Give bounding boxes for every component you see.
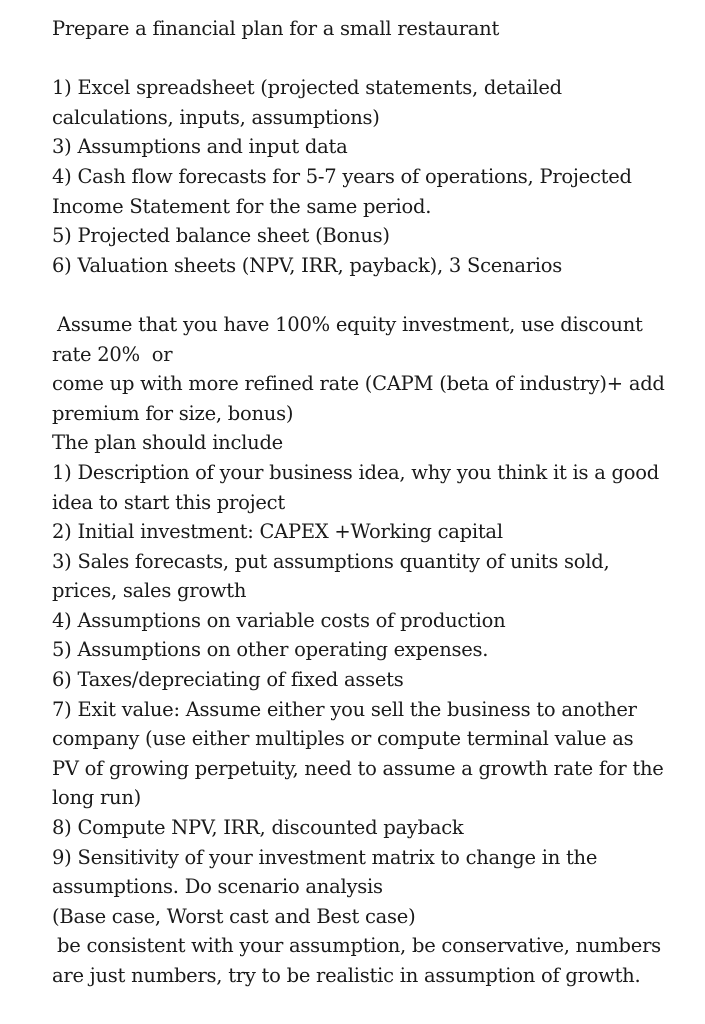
paragraph-line: Assume that you have 100% equity investment, use discount <box>57 312 643 336</box>
list-item: prices, sales growth <box>52 579 247 603</box>
list-item: long run) <box>52 786 142 810</box>
deliverables-list <box>52 73 692 280</box>
list-item: 5) Assumptions on other operating expenses. <box>52 638 489 662</box>
list-item: 8) Compute NPV, IRR, discounted payback <box>52 816 464 840</box>
list-item: 6) Valuation sheets (NPV, IRR, payback), 3 Scenarios <box>52 253 563 277</box>
list-item: 1) Description of your business idea, why you think it is a good <box>52 460 659 484</box>
list-item: idea to start this project <box>52 490 285 514</box>
closing-paragraph <box>52 931 692 990</box>
list-item: 1) Excel spreadsheet (projected statements, detailed <box>52 76 562 100</box>
list-item: 6) Taxes/depreciating of fixed assets <box>52 668 404 692</box>
list-item: 9) Sensitivity of your investment matrix to change in the <box>52 845 598 869</box>
paragraph-line: come up with more refined rate (CAPM (beta of industry)+ add <box>52 372 665 396</box>
list-item: 3) Sales forecasts, put assumptions quantity of units sold, <box>52 549 610 573</box>
list-item: (Base case, Worst cast and Best case) <box>52 904 416 928</box>
spacer <box>52 280 692 310</box>
paragraph-line: are just numbers, try to be realistic in assumption of growth. <box>52 964 641 987</box>
spacer <box>52 44 692 74</box>
paragraph-line: rate 20% or <box>52 342 173 366</box>
list-item: Income Statement for the same period. <box>52 194 432 218</box>
paragraph-line: be consistent with your assumption, be conservative, numbers <box>57 934 661 958</box>
document-title: Prepare a financial plan for a small restaurant <box>52 17 500 40</box>
list-item: 7) Exit value: Assume either you sell the business to another <box>52 697 637 721</box>
list-item: calculations, inputs, assumptions) <box>52 105 380 129</box>
assumptions-paragraph <box>52 310 692 428</box>
list-item: 4) Cash flow forecasts for 5-7 years of operations, Projected <box>52 164 632 188</box>
plan-heading: The plan should include <box>52 431 283 455</box>
list-item: company (use either multiples or compute terminal value as <box>52 727 634 751</box>
document-body <box>52 14 692 991</box>
list-item: 2) Initial investment: CAPEX +Working capital <box>52 520 503 544</box>
plan-items-list <box>52 458 692 932</box>
list-item: 3) Assumptions and input data <box>52 135 348 159</box>
list-item: assumptions. Do scenario analysis <box>52 875 383 899</box>
list-item: PV of growing perpetuity, need to assume a growth rate for the <box>52 756 664 780</box>
paragraph-line: premium for size, bonus) <box>52 401 294 425</box>
list-item: 5) Projected balance sheet (Bonus) <box>52 224 390 248</box>
list-item: 4) Assumptions on variable costs of production <box>52 608 506 632</box>
